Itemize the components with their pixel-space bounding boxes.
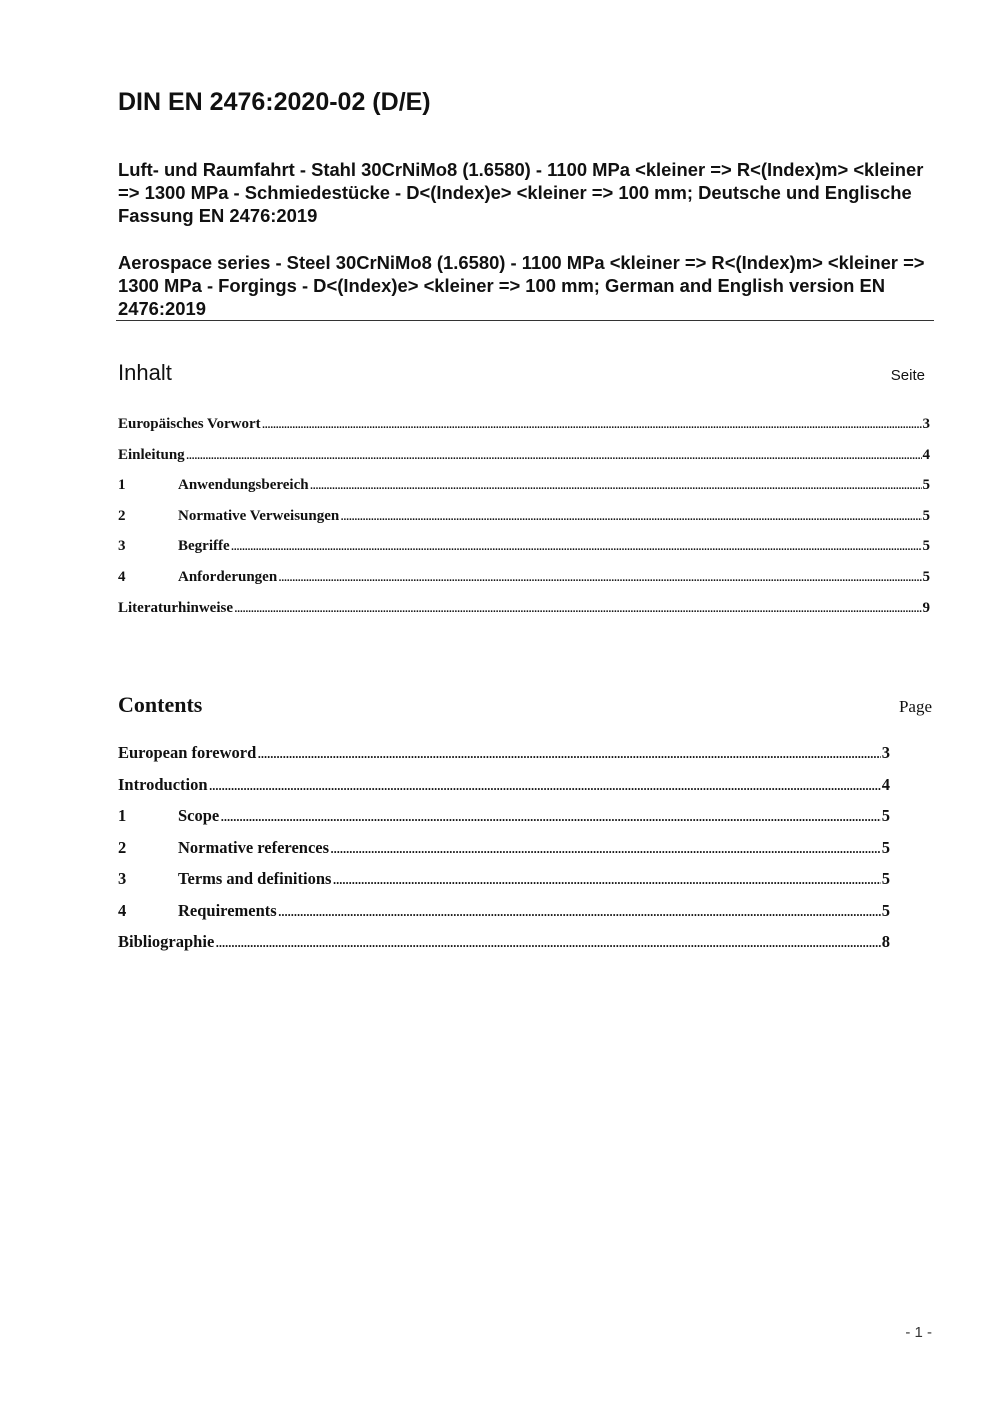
toc-entry[interactable] — [118, 806, 890, 838]
toc-heading-en: Contents — [118, 692, 203, 717]
toc-page-label-de: Seite — [890, 367, 925, 384]
document-id: DIN EN 2476:2020-02 (D/E) — [118, 88, 431, 116]
toc-entry[interactable] — [118, 447, 930, 478]
toc-entry-number: 3 — [118, 538, 126, 555]
toc-entry-label: Anforderungen — [178, 568, 278, 585]
toc-entry-number: 2 — [118, 837, 127, 857]
toc-entry-label: Begriffe — [178, 538, 230, 555]
toc-dot-leader — [231, 538, 922, 555]
toc-entry[interactable] — [118, 869, 890, 901]
toc-dot-leader — [209, 775, 881, 795]
page-number: - 1 - — [905, 1324, 932, 1341]
title-german: Luft- und Raumfahrt - Stahl 30CrNiMo8 (1.6580) - 1100 MPa <kleiner => R<(Index)m> <kleiner => 1300 MPa - Schmiedestücke - D<(Index)e> <kleiner => 100 mm; Deutsche und Englische Fassung EN 2476:2019 — [118, 159, 924, 226]
toc-entry-page: 5 — [922, 477, 930, 494]
toc-entry-number: 2 — [118, 507, 126, 524]
toc-entry-page: 4 — [881, 774, 890, 794]
toc-entry-page: 5 — [922, 568, 930, 585]
toc-page-label-en: Page — [898, 697, 932, 716]
toc-entry-label: Bibliographie — [118, 932, 215, 951]
toc-entry-page: 8 — [881, 932, 890, 951]
toc-entry[interactable] — [118, 508, 930, 539]
toc-heading-de: Inhalt — [118, 360, 172, 385]
toc-dot-leader — [278, 901, 881, 921]
toc-entry-label: European foreword — [118, 743, 257, 762]
toc-entry-page: 9 — [922, 599, 930, 616]
title-english: Aerospace series - Steel 30CrNiMo8 (1.6580) - 1100 MPa <kleiner => R<(Index)m> <kleiner => 1300 MPa - Forgings - D<(Index)e> <kleiner => 100 mm; German and English version EN 2476:2019 — [118, 252, 925, 319]
toc-dot-leader — [310, 477, 922, 494]
toc-entry[interactable] — [118, 932, 890, 964]
title-divider — [116, 320, 934, 321]
toc-entry-number: 4 — [118, 568, 126, 585]
toc-entry-label: Normative references — [178, 837, 330, 857]
toc-entry[interactable] — [118, 477, 930, 508]
toc-dot-leader — [215, 932, 880, 952]
toc-entry-label: Europäisches Vorwort — [118, 416, 261, 432]
toc-entry-label: Normative Verweisungen — [178, 507, 340, 524]
toc-entry-page: 4 — [922, 446, 930, 463]
toc-dot-leader — [234, 600, 922, 617]
toc-list-de — [118, 416, 930, 630]
toc-entry-label: Anwendungsbereich — [178, 477, 309, 494]
toc-entry-number: 1 — [118, 806, 127, 825]
toc-dot-leader — [332, 869, 880, 889]
toc-entry[interactable] — [118, 569, 930, 600]
toc-list-en — [118, 743, 890, 964]
toc-entry-page: 3 — [922, 416, 930, 432]
toc-entry-number: 1 — [118, 477, 126, 494]
toc-entry[interactable] — [118, 743, 890, 775]
toc-entry-page: 5 — [881, 869, 890, 888]
toc-dot-leader — [257, 743, 880, 763]
toc-entry-page: 3 — [881, 743, 890, 762]
toc-entry-label: Einleitung — [118, 446, 185, 463]
toc-entry[interactable] — [118, 600, 930, 631]
toc-entry[interactable] — [118, 901, 890, 933]
toc-entry[interactable] — [118, 416, 930, 447]
toc-dot-leader — [262, 416, 922, 433]
toc-entry-page: 5 — [881, 837, 890, 857]
toc-entry-label: Terms and definitions — [178, 869, 332, 888]
toc-dot-leader — [278, 569, 921, 586]
toc-entry-label: Scope — [178, 806, 220, 825]
toc-entry-page: 5 — [881, 806, 890, 825]
toc-entry-page: 5 — [881, 900, 890, 920]
toc-entry[interactable] — [118, 838, 890, 870]
toc-dot-leader — [340, 508, 921, 525]
toc-dot-leader — [186, 447, 922, 464]
toc-entry-number: 4 — [118, 900, 127, 920]
toc-dot-leader — [220, 806, 881, 826]
toc-entry[interactable] — [118, 775, 890, 807]
toc-entry-page: 5 — [922, 538, 930, 555]
toc-entry-number: 3 — [118, 869, 127, 888]
toc-entry-page: 5 — [922, 507, 930, 524]
toc-entry-label: Introduction — [118, 774, 208, 794]
toc-dot-leader — [330, 838, 881, 858]
toc-entry-label: Literaturhinweise — [118, 599, 233, 616]
toc-entry-label: Requirements — [178, 900, 277, 920]
toc-entry[interactable] — [118, 538, 930, 569]
